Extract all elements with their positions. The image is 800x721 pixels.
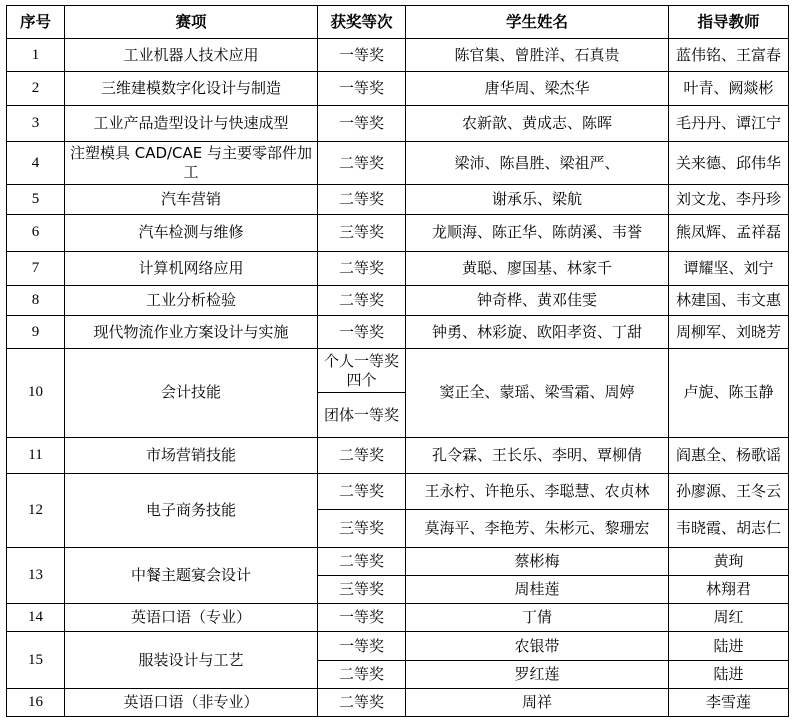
- row-event: 计算机网络应用: [65, 251, 318, 285]
- row-teachers: 陆进: [669, 632, 789, 660]
- row-award: 二等奖: [318, 688, 406, 716]
- row-index: 13: [7, 548, 65, 604]
- row-teachers: 孙廖源、王冬云: [669, 473, 789, 509]
- row-award: 三等奖: [318, 509, 406, 547]
- row-index: 11: [7, 437, 65, 473]
- row-teachers: 韦晓霞、胡志仁: [669, 509, 789, 547]
- row-award: 三等奖: [318, 214, 406, 251]
- row-award: 二等奖: [318, 142, 406, 184]
- row-award: 二等奖: [318, 251, 406, 285]
- row-award: 一等奖: [318, 632, 406, 660]
- table-row: [7, 632, 789, 660]
- table-row: [7, 286, 789, 316]
- row-event: 汽车营销: [65, 184, 318, 214]
- header-event: 赛项: [65, 6, 318, 39]
- table-row: [7, 184, 789, 214]
- row-award: 一等奖: [318, 106, 406, 142]
- row-students: 蔡彬梅: [406, 548, 669, 576]
- row-students: 莫海平、李艳芳、朱彬元、黎珊宏: [406, 509, 669, 547]
- row-index: 6: [7, 214, 65, 251]
- row-students: 农新歆、黄成志、陈晖: [406, 106, 669, 142]
- row-event: 汽车检测与维修: [65, 214, 318, 251]
- row-index: 12: [7, 473, 65, 547]
- table-row: [7, 251, 789, 285]
- row-event: 现代物流作业方案设计与实施: [65, 316, 318, 349]
- row-students: 梁沛、陈昌胜、梁祖严、: [406, 142, 669, 184]
- row-teachers: 周红: [669, 604, 789, 632]
- row-index: 15: [7, 632, 65, 688]
- row-event: 中餐主题宴会设计: [65, 548, 318, 604]
- row-teachers: 林翔君: [669, 576, 789, 604]
- table-row: [7, 316, 789, 349]
- table-row: [7, 437, 789, 473]
- table-row: [7, 106, 789, 142]
- row-award: 一等奖: [318, 316, 406, 349]
- row-students: 钟勇、林彩旋、欧阳孝资、丁甜: [406, 316, 669, 349]
- table-row: [7, 473, 789, 509]
- row-award: 二等奖: [318, 184, 406, 214]
- row-students: 罗红莲: [406, 660, 669, 688]
- row-students: 周祥: [406, 688, 669, 716]
- row-teachers: 陆进: [669, 660, 789, 688]
- row-index: 7: [7, 251, 65, 285]
- row-students: 龙顺海、陈正华、陈荫溪、韦誉: [406, 214, 669, 251]
- row-teachers: 叶青、阙燚彬: [669, 72, 789, 106]
- row-event: 会计技能: [65, 349, 318, 437]
- row-students: 孔令霖、王长乐、李明、覃柳倩: [406, 437, 669, 473]
- row-index: 5: [7, 184, 65, 214]
- row-teachers: 周柳军、刘晓芳: [669, 316, 789, 349]
- header-teachers: 指导教师: [669, 6, 789, 39]
- row-index: 3: [7, 106, 65, 142]
- row-event: 注塑模具 CAD/CAE 与主要零部件加工: [65, 142, 318, 184]
- row-index: 14: [7, 604, 65, 632]
- row-award: 一等奖: [318, 72, 406, 106]
- row-teachers: 蓝伟铭、王富春: [669, 39, 789, 72]
- row-index: 10: [7, 349, 65, 437]
- row-award: 二等奖: [318, 548, 406, 576]
- row-students: 周桂莲: [406, 576, 669, 604]
- row-index: 2: [7, 72, 65, 106]
- row-students: 丁倩: [406, 604, 669, 632]
- row-teachers: 李雪莲: [669, 688, 789, 716]
- table-row: [7, 688, 789, 716]
- row-teachers: 卢旎、陈玉静: [669, 349, 789, 437]
- row-event: 服装设计与工艺: [65, 632, 318, 688]
- row-event: 工业分析检验: [65, 286, 318, 316]
- row-event: 市场营销技能: [65, 437, 318, 473]
- row-students: 陈官集、曾胜洋、石真贵: [406, 39, 669, 72]
- row-teachers: 毛丹丹、谭江宁: [669, 106, 789, 142]
- row-event: 英语口语（非专业）: [65, 688, 318, 716]
- row-students: 谢承乐、梁航: [406, 184, 669, 214]
- row-award: 一等奖: [318, 39, 406, 72]
- table-row: [7, 548, 789, 576]
- row-award: 三等奖: [318, 576, 406, 604]
- header-index: 序号: [7, 6, 65, 39]
- row-index: 4: [7, 142, 65, 184]
- header-row: [7, 6, 789, 39]
- row-teachers: 熊凤辉、孟祥磊: [669, 214, 789, 251]
- row-award: 二等奖: [318, 286, 406, 316]
- table-row: [7, 604, 789, 632]
- table-row: [7, 214, 789, 251]
- row-students: 王永柠、许艳乐、李聪慧、农贞林: [406, 473, 669, 509]
- row-award: 一等奖: [318, 604, 406, 632]
- row-award: 个人一等奖四个: [318, 349, 406, 393]
- row-teachers: 阎惠全、杨歌谣: [669, 437, 789, 473]
- row-students: 窦正全、蒙瑶、梁雪霜、周婷: [406, 349, 669, 437]
- row-award: 二等奖: [318, 473, 406, 509]
- row-students: 唐华周、梁杰华: [406, 72, 669, 106]
- row-students: 黄聪、廖国基、林家千: [406, 251, 669, 285]
- row-teachers: 谭耀坚、刘宁: [669, 251, 789, 285]
- table-row: [7, 349, 789, 393]
- row-event: 三维建模数字化设计与制造: [65, 72, 318, 106]
- awards-table: [6, 5, 789, 717]
- row-event: 工业产品造型设计与快速成型: [65, 106, 318, 142]
- table-row: [7, 72, 789, 106]
- row-award: 二等奖: [318, 660, 406, 688]
- row-index: 9: [7, 316, 65, 349]
- row-teachers: 林建国、韦文惠: [669, 286, 789, 316]
- row-teachers: 黄珣: [669, 548, 789, 576]
- table-row: [7, 142, 789, 184]
- row-event: 电子商务技能: [65, 473, 318, 547]
- row-index: 16: [7, 688, 65, 716]
- table-row: [7, 39, 789, 72]
- row-award: 二等奖: [318, 437, 406, 473]
- row-students: 钟奇桦、黄邓佳雯: [406, 286, 669, 316]
- row-teachers: 刘文龙、李丹珍: [669, 184, 789, 214]
- row-students: 农银带: [406, 632, 669, 660]
- header-students: 学生姓名: [406, 6, 669, 39]
- header-award: 获奖等次: [318, 6, 406, 39]
- row-teachers: 关来德、邱伟华: [669, 142, 789, 184]
- row-award: 团体一等奖: [318, 393, 406, 437]
- row-index: 8: [7, 286, 65, 316]
- row-event: 英语口语（专业）: [65, 604, 318, 632]
- row-index: 1: [7, 39, 65, 72]
- row-event: 工业机器人技术应用: [65, 39, 318, 72]
